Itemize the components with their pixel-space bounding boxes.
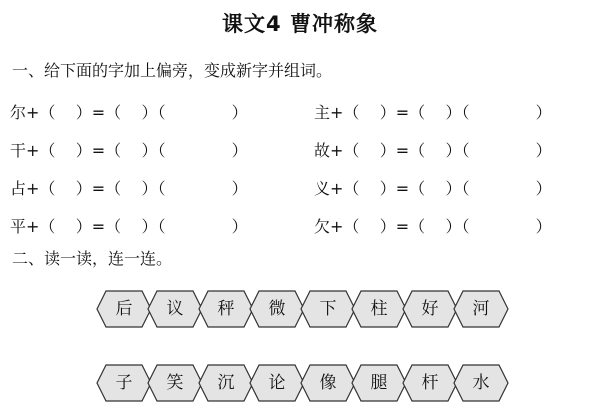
hex-character: 微 [268,299,286,319]
hex-character: 秤 [217,299,235,319]
top-hex-tile-8[interactable] [453,290,509,328]
exercise-row-right-4: 欠+（ ）=（ ）（ ） [314,217,552,236]
bottom-hex-tile-2[interactable] [147,364,203,402]
top-hex-tile-2[interactable] [147,290,203,328]
hex-character: 沉 [217,373,235,393]
hex-character: 杆 [421,373,439,393]
page-title: 课文4 曹冲称象 [222,12,378,36]
section-1-heading: 一、给下面的字加上偏旁，变成新字并组词。 [12,61,333,80]
bottom-hex-tile-5[interactable] [300,364,356,402]
bottom-hex-tile-1[interactable] [96,364,152,402]
hex-character: 好 [421,299,439,319]
hex-character: 后 [115,299,133,319]
section-2-heading: 二、读一读，连一连。 [12,249,173,268]
exercise-row-left-1: 尔+（ ）=（ ）（ ） [10,103,248,122]
top-hex-tile-3[interactable] [198,290,254,328]
bottom-hex-tile-4[interactable] [249,364,305,402]
hex-character: 下 [319,299,337,319]
bottom-hex-tile-7[interactable] [402,364,458,402]
top-hex-tile-7[interactable] [402,290,458,328]
exercise-row-right-3: 义+（ ）=（ ）（ ） [314,179,552,198]
exercise-row-right-2: 故+（ ）=（ ）（ ） [314,141,552,160]
exercise-row-left-3: 占+（ ）=（ ）（ ） [10,179,248,198]
hex-character: 腿 [370,373,388,393]
bottom-hex-tile-8[interactable] [453,364,509,402]
bottom-hex-tile-6[interactable] [351,364,407,402]
hex-character: 子 [115,373,133,393]
top-hex-tile-6[interactable] [351,290,407,328]
hex-character: 水 [472,373,490,393]
top-hex-tile-5[interactable] [300,290,356,328]
bottom-hex-tile-3[interactable] [198,364,254,402]
exercise-row-right-1: 主+（ ）=（ ）（ ） [314,103,552,122]
hex-character: 河 [472,299,490,319]
hex-character: 笑 [166,373,184,393]
top-hex-tile-4[interactable] [249,290,305,328]
hex-character: 议 [166,299,184,319]
hex-character: 像 [319,373,337,393]
top-hex-tile-1[interactable] [96,290,152,328]
hex-character: 论 [268,373,286,393]
exercise-row-left-4: 平+（ ）=（ ）（ ） [10,217,248,236]
exercise-row-left-2: 干+（ ）=（ ）（ ） [10,141,248,160]
hex-character: 柱 [370,299,388,319]
